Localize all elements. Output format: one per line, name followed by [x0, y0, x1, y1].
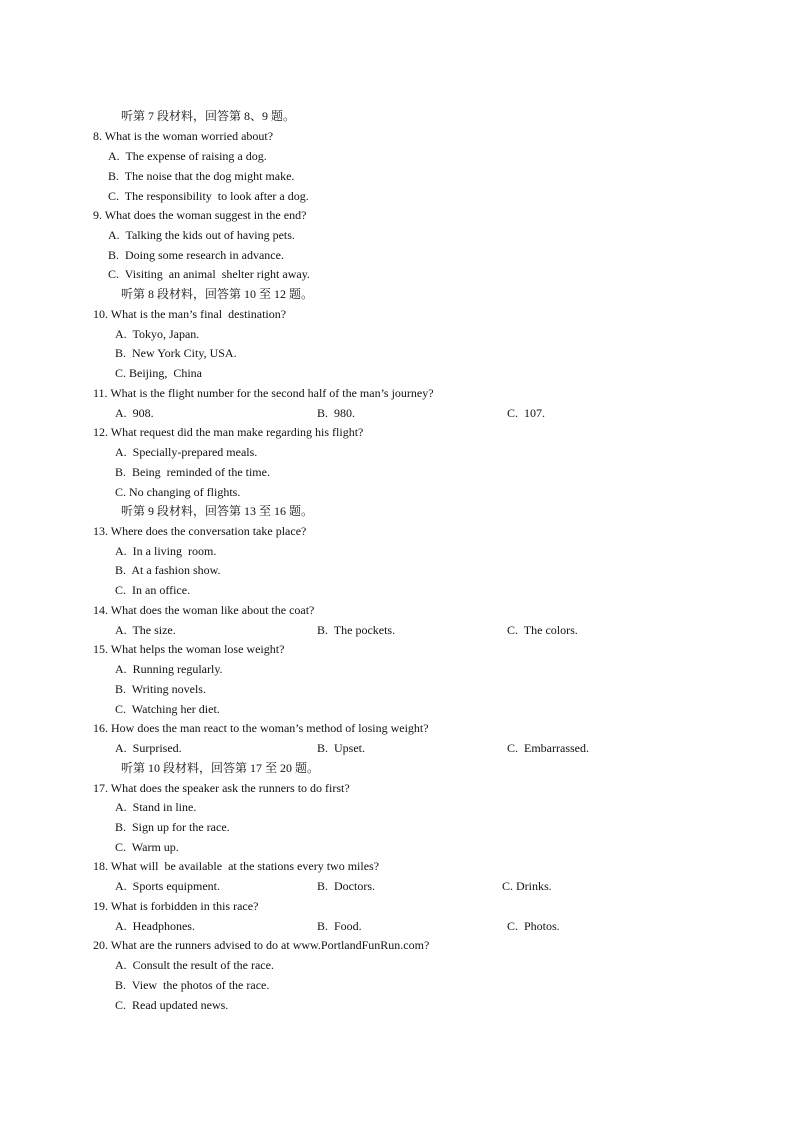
- option-c: C. Read updated news.: [115, 998, 229, 1012]
- option-c: C. 107.: [507, 406, 546, 420]
- option-a: A. Surprised.: [115, 741, 182, 755]
- question-stem: 18. What will be available at the stations every two miles?: [93, 859, 380, 873]
- option-b: B. Sign up for the race.: [115, 820, 230, 834]
- option-c: C. Watching her diet.: [115, 702, 220, 716]
- option-a: A. 908.: [115, 406, 154, 420]
- option-a: A. Stand in line.: [115, 800, 197, 814]
- question-stem: 20. What are the runners advised to do at www.PortlandFunRun.com?: [93, 938, 430, 952]
- option-a: A. The expense of raising a dog.: [108, 149, 267, 163]
- option-a: A. Talking the kids out of having pets.: [108, 228, 295, 242]
- question-stem: 13. Where does the conversation take place?: [93, 524, 307, 538]
- option-b: B. The pockets.: [317, 623, 396, 637]
- option-row: [0, 878, 794, 894]
- question-stem: 15. What helps the woman lose weight?: [93, 642, 285, 656]
- option-b: B. At a fashion show.: [115, 563, 221, 577]
- question-stem: 10. What is the man’s final destination?: [93, 307, 287, 321]
- section-instruction: 听第 9 段材料，回答第 13 至 16 题。: [121, 504, 314, 518]
- option-b: B. Food.: [317, 919, 362, 933]
- option-b: B. New York City, USA.: [115, 346, 237, 360]
- option-c: C. The colors.: [507, 623, 578, 637]
- option-b: B. Doing some research in advance.: [108, 248, 284, 262]
- option-a: A. Running regularly.: [115, 662, 223, 676]
- option-b: B. Upset.: [317, 741, 365, 755]
- option-a: A. Consult the result of the race.: [115, 958, 274, 972]
- option-row: [0, 622, 794, 638]
- option-b: B. Writing novels.: [115, 682, 206, 696]
- question-stem: 17. What does the speaker ask the runners to do first?: [93, 781, 350, 795]
- option-c: C. No changing of flights.: [115, 485, 241, 499]
- question-stem: 19. What is forbidden in this race?: [93, 899, 259, 913]
- option-row: [0, 918, 794, 934]
- question-stem: 16. How does the man react to the woman’s method of losing weight?: [93, 721, 429, 735]
- option-a: A. Sports equipment.: [115, 879, 220, 893]
- option-c: C. Photos.: [507, 919, 560, 933]
- option-row: [0, 405, 794, 421]
- question-stem: 11. What is the flight number for the second half of the man’s journey?: [93, 386, 434, 400]
- option-b: B. View the photos of the race.: [115, 978, 270, 992]
- option-b: B. 980.: [317, 406, 356, 420]
- option-c: C. Embarrassed.: [507, 741, 589, 755]
- option-b: B. Being reminded of the time.: [115, 465, 270, 479]
- option-c: C. In an office.: [115, 583, 191, 597]
- option-c: C. Visiting an animal shelter right away.: [108, 267, 310, 281]
- question-stem: 9. What does the woman suggest in the end?: [93, 208, 307, 222]
- question-stem: 8. What is the woman worried about?: [93, 129, 274, 143]
- section-instruction: 听第 10 段材料，回答第 17 至 20 题。: [121, 761, 320, 775]
- option-a: A. Specially-prepared meals.: [115, 445, 258, 459]
- option-c: C. The responsibility to look after a dog.: [108, 189, 309, 203]
- question-stem: 12. What request did the man make regarding his flight?: [93, 425, 364, 439]
- section-instruction: 听第 8 段材料，回答第 10 至 12 题。: [121, 287, 314, 301]
- option-a: A. The size.: [115, 623, 176, 637]
- option-row: [0, 740, 794, 756]
- question-stem: 14. What does the woman like about the coat?: [93, 603, 315, 617]
- section-instruction: 听第 7 段材料，回答第 8、9 题。: [121, 109, 296, 123]
- option-a: A. Tokyo, Japan.: [115, 327, 200, 341]
- option-a: A. Headphones.: [115, 919, 195, 933]
- option-a: A. In a living room.: [115, 544, 217, 558]
- option-b: B. The noise that the dog might make.: [108, 169, 295, 183]
- option-c: C. Drinks.: [502, 879, 552, 893]
- option-c: C. Beijing, China: [115, 366, 202, 380]
- option-b: B. Doctors.: [317, 879, 375, 893]
- option-c: C. Warm up.: [115, 840, 179, 854]
